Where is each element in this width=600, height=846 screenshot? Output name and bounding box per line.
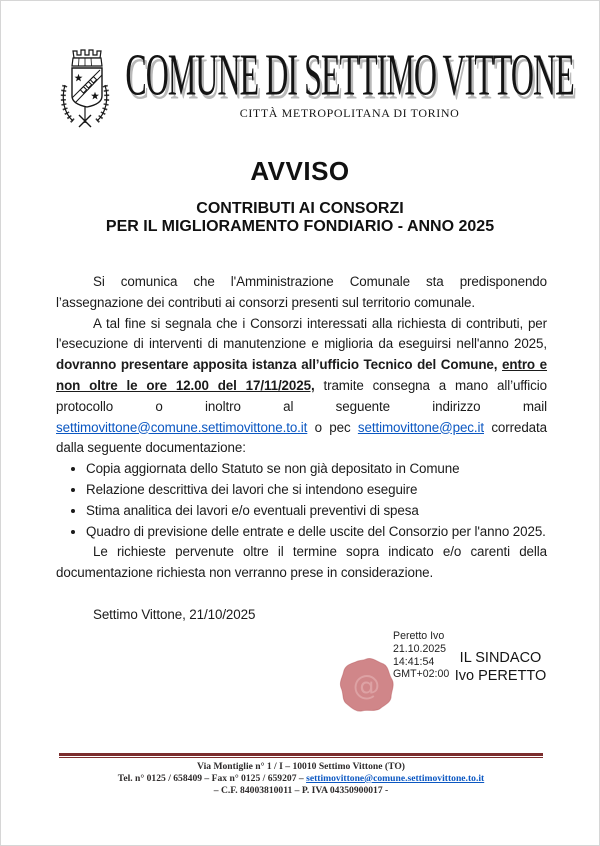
- required-documents-list: [56, 459, 547, 542]
- footer-contacts: [59, 773, 543, 785]
- footer-phone-fax: Tel. n° 0125 / 658409 – Fax n° 0125 / 659207 –: [117, 772, 307, 784]
- svg-text:@: @: [352, 669, 381, 702]
- footer-fiscal-codes: – C.F. 84003810011 – P. IVA 04350900017 -: [213, 784, 389, 796]
- municipality-title: COMUNE DI SETTIMO VITTONE: [125, 43, 574, 109]
- page-footer: [59, 753, 543, 796]
- instructions-text: o pec: [307, 419, 358, 435]
- signature-time: 14:41:54: [393, 655, 435, 668]
- letterhead: [59, 43, 574, 131]
- list-item-statuto: • Copia aggiornata dello Statuto se non già depositato in Comune: [86, 459, 547, 480]
- signer-name: Ivo PERETTO: [454, 667, 547, 684]
- list-item-quadro: • Quadro di previsione delle entrate e delle uscite del Consorzio per l'anno 2025.: [86, 522, 547, 543]
- notice-title: AVVISO: [250, 156, 350, 186]
- coat-of-arms-icon: [59, 47, 111, 131]
- paragraph-instructions: [56, 314, 547, 460]
- signer-role: IL SINDACO: [459, 650, 542, 666]
- footer-address: Via Montiglie n° 1 / I – 10010 Settimo Vittone (TO): [197, 761, 405, 772]
- paragraph-intro: Si comunica che l'Amministrazione Comunale sta predisponendo l’assegnazione dei contributi ai consorzi presenti sul territorio comunale.: [56, 274, 547, 310]
- footer-rule: [59, 753, 543, 756]
- notice-body: [56, 272, 547, 626]
- municipality-subtitle: CITTÀ METROPOLITANA DI TORINO: [239, 106, 460, 120]
- digital-signature-seal-icon: [337, 656, 396, 713]
- signature-details: [393, 630, 449, 681]
- notice-subject-line2: PER IL MIGLIORAMENTO FONDIARIO - ANNO 2025: [105, 217, 495, 235]
- bold-deadline-text: entro e non oltre le ore 12.00 del 17/11/2025,: [56, 357, 548, 393]
- letterhead-titles: [111, 45, 588, 121]
- signature-signer: Peretto Ivo: [393, 630, 445, 642]
- instructions-text: A tal fine si segnala che i Consorzi interessati alla richiesta di contributi, per l'esecuzione di interventi di manutenzione e miglioria da eseguirsi nell'anno 2025,: [56, 315, 547, 352]
- bold-istanza-text: dovranno presentare apposita istanza all’ufficio Tecnico del Comune,: [56, 357, 503, 373]
- signature-role-block: [453, 650, 548, 685]
- email-link-comune[interactable]: settimovittone@comune.settimovittone.to.it: [56, 419, 308, 435]
- paragraph-warning: Le richieste pervenute oltre il termine sopra indicato e/o carenti della documentazione richiesta non verranno prese in considerazione.: [56, 544, 547, 581]
- footer-rule-thin: [59, 757, 543, 758]
- list-item-stima: • Stima analitica dei lavori e/o eventuali preventivi di spesa: [86, 501, 547, 522]
- instructions-text: corredata dalla seguente documentazione:: [56, 419, 548, 456]
- notice-subject: [1, 200, 599, 235]
- dateline: Settimo Vittone, 21/10/2025: [93, 606, 256, 622]
- list-item-relazione: • Relazione descrittiva dei lavori che si intendono eseguire: [86, 480, 547, 501]
- notice-subject-line1: CONTRIBUTI AI CONSORZI: [196, 200, 404, 217]
- signature-timezone: GMT+02:00: [393, 668, 450, 681]
- instructions-text: tramite consegna a mano all’ufficio protocollo o inoltro al seguente indirizzo mail: [56, 377, 547, 414]
- email-link-pec[interactable]: settimovittone@pec.it: [357, 419, 485, 435]
- signature-date: 21.10.2025: [393, 642, 447, 655]
- notice-headings: [1, 156, 599, 235]
- footer-email-link[interactable]: settimovittone@comune.settimovittone.to.it: [306, 772, 485, 784]
